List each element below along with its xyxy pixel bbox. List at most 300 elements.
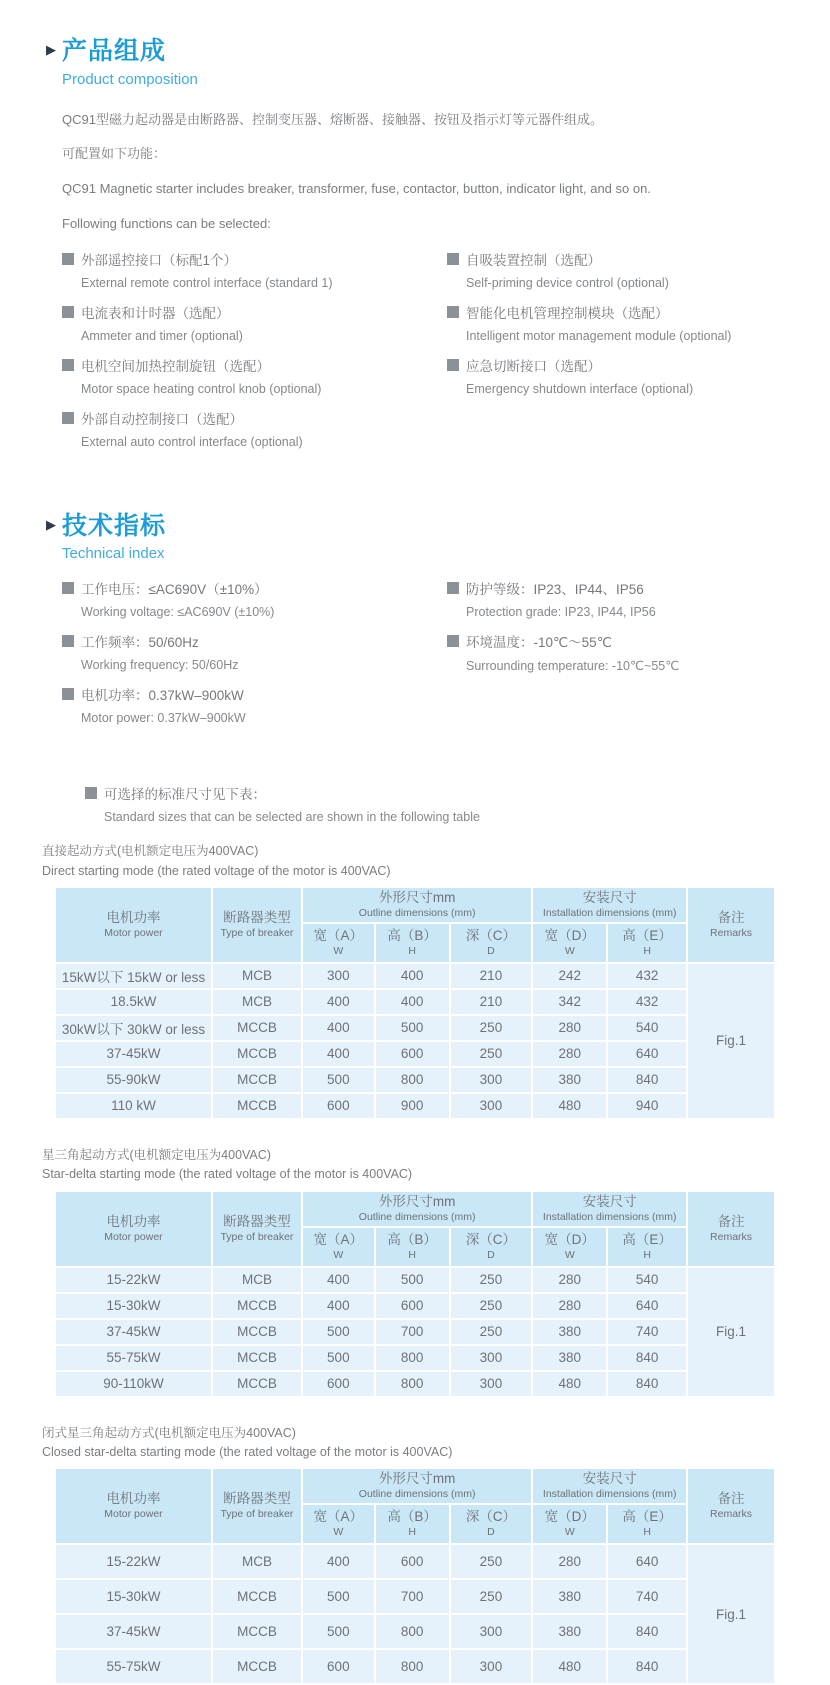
cell-motor-power: 15kW以下 15kW or less	[55, 963, 212, 989]
spec-item-zh	[447, 631, 830, 651]
col-dim-3-en: W	[564, 1526, 575, 1539]
cell-dimension: 600	[375, 1041, 450, 1067]
cell-dimension: 400	[302, 1293, 375, 1319]
col-dim-1-zh: 高（B）	[387, 1231, 437, 1247]
col-group-outline-en: Outline dimensions (mm)	[358, 906, 476, 919]
col-breaker-type	[212, 887, 302, 963]
bullet-square-icon	[62, 253, 74, 265]
cell-dimension: 480	[532, 1371, 607, 1397]
table-caption-en: Direct starting mode (the rated voltage of the motor is 400VAC)	[42, 863, 391, 878]
table-row	[55, 1067, 775, 1093]
cell-dimension: 800	[375, 1649, 450, 1684]
spec-item-en: Protection grade: IP23, IP44, IP56	[466, 605, 656, 620]
col-motor-power-en: Motor power	[104, 1230, 163, 1243]
spec-item	[447, 631, 830, 673]
col-group-outline-zh: 外形尺寸mm	[378, 1471, 456, 1487]
col-motor-power-zh: 电机功率	[106, 1491, 161, 1507]
feature-item-zh	[447, 302, 830, 322]
intro-paragraph-zh: QC91型磁力起动器是由断路器、控制变压器、熔断器、接触器、按钮及指示灯等元器件组成。	[62, 111, 603, 127]
cell-dimension: 480	[532, 1649, 607, 1684]
cell-motor-power: 30kW以下 30kW or less	[55, 1015, 212, 1041]
col-breaker-type-zh: 断路器类型	[223, 909, 291, 925]
feature-item-zh	[62, 355, 447, 375]
col-breaker-type-en: Type of breaker	[220, 1230, 294, 1243]
cell-dimension: 940	[607, 1093, 687, 1119]
spec-item-zh-text: 电机功率：0.37kW–900kW	[81, 688, 244, 704]
spec-item	[62, 684, 447, 725]
col-dim-2-en: D	[487, 1526, 495, 1539]
col-motor-power-zh: 电机功率	[106, 1213, 161, 1229]
spec-item-zh	[447, 578, 830, 598]
cell-dimension: 250	[450, 1267, 533, 1293]
feature-item	[447, 355, 830, 396]
col-remarks-zh: 备注	[717, 1213, 745, 1229]
table-body	[55, 963, 775, 1119]
col-dim-3-zh: 宽（D）	[544, 1509, 595, 1525]
col-breaker-type	[212, 1191, 302, 1267]
standard-sizes-note	[85, 783, 830, 824]
cell-dimension: 300	[450, 1345, 533, 1371]
cell-remark: Fig.1	[687, 1267, 775, 1397]
cell-dimension: 640	[607, 1041, 687, 1067]
table-row	[55, 1293, 775, 1319]
cell-dimension: 840	[607, 1649, 687, 1684]
cell-motor-power: 37-45kW	[55, 1614, 212, 1649]
cell-dimension: 300	[450, 1614, 533, 1649]
cell-dimension: 300	[450, 1371, 533, 1397]
col-dim-0-zh: 宽（A）	[313, 1231, 364, 1247]
col-motor-power	[55, 887, 212, 963]
col-group-installation	[532, 1468, 687, 1504]
cell-dimension: 840	[607, 1371, 687, 1397]
feature-item-zh-text: 外部自动控制接口（选配）	[81, 411, 243, 427]
spec-item-zh-text: 防护等级：IP23、IP44、IP56	[466, 582, 644, 598]
feature-item-en: Emergency shutdown interface (optional)	[466, 381, 694, 396]
table-caption-zh: 闭式星三角起动方式(电机额定电压为400VAC)	[42, 1425, 296, 1440]
feature-item-zh-text: 外部遥控接口（标配1个）	[81, 252, 238, 268]
col-dim-2-en: D	[487, 944, 495, 957]
cell-dimension: 700	[375, 1319, 450, 1345]
cell-dimension: 800	[375, 1371, 450, 1397]
bullet-square-icon	[447, 306, 459, 318]
feature-columns	[62, 249, 830, 461]
col-dim-4-zh: 高（E）	[622, 927, 672, 943]
bullet-square-icon	[447, 582, 459, 594]
col-dim-1-zh: 高（B）	[387, 927, 437, 943]
cell-dimension: 400	[302, 1267, 375, 1293]
cell-dimension: 740	[607, 1579, 687, 1614]
cell-dimension: 500	[302, 1579, 375, 1614]
col-dim-4	[607, 1504, 687, 1544]
cell-motor-power: 37-45kW	[55, 1319, 212, 1345]
spec-item	[62, 631, 447, 672]
col-dim-0-en: W	[333, 1526, 344, 1539]
feature-column-right	[447, 249, 830, 461]
col-group-installation-zh: 安装尺寸	[582, 1193, 637, 1209]
feature-item-zh-text: 智能化电机管理控制模块（选配）	[466, 305, 669, 321]
cell-dimension: 800	[375, 1345, 450, 1371]
cell-motor-power: 15-30kW	[55, 1579, 212, 1614]
cell-motor-power: 15-22kW	[55, 1267, 212, 1293]
col-motor-power-en: Motor power	[104, 1508, 163, 1521]
cell-dimension: 640	[607, 1544, 687, 1579]
cell-dimension: 600	[302, 1649, 375, 1684]
bullet-square-icon	[447, 635, 459, 647]
col-motor-power	[55, 1191, 212, 1267]
table-row	[55, 1544, 775, 1579]
table-row	[55, 1267, 775, 1293]
col-dim-0	[302, 1504, 375, 1544]
cell-dimension: 900	[375, 1093, 450, 1119]
col-breaker-type-en: Type of breaker	[220, 926, 294, 939]
feature-item	[62, 408, 447, 449]
cell-dimension: 380	[532, 1614, 607, 1649]
cell-dimension: 400	[302, 1041, 375, 1067]
cell-dimension: 210	[450, 963, 533, 989]
feature-item	[447, 249, 830, 290]
col-group-installation-en: Installation dimensions (mm)	[542, 906, 677, 919]
section-marker-icon: ▶	[46, 516, 56, 532]
cell-dimension: 300	[450, 1093, 533, 1119]
col-breaker-type-en: Type of breaker	[220, 1508, 294, 1521]
cell-dimension: 500	[302, 1345, 375, 1371]
section-product-composition	[46, 37, 830, 88]
section-marker-icon: ▶	[46, 42, 56, 57]
col-remarks-zh: 备注	[717, 1491, 745, 1507]
note-zh: 可选择的标准尺寸见下表：	[85, 783, 830, 803]
col-dim-2	[450, 1227, 533, 1267]
feature-item-zh	[447, 249, 830, 269]
feature-item-zh-text: 电流表和计时器（选配）	[81, 305, 230, 321]
table-row	[55, 1579, 775, 1614]
spec-item-en: Motor power: 0.37kW–900kW	[81, 711, 246, 726]
spec-column-right	[447, 578, 830, 737]
col-remarks-en: Remarks	[710, 1508, 753, 1521]
col-dim-2-zh: 深（C）	[465, 1231, 517, 1247]
cell-breaker-type: MCCB	[212, 1614, 302, 1649]
cell-dimension: 600	[302, 1093, 375, 1119]
cell-dimension: 600	[375, 1293, 450, 1319]
cell-dimension: 800	[375, 1067, 450, 1093]
cell-dimension: 640	[607, 1293, 687, 1319]
col-dim-2	[450, 1504, 533, 1544]
feature-item-zh-text: 应急切断接口（选配）	[466, 358, 601, 374]
cell-dimension: 250	[450, 1319, 533, 1345]
col-remarks-en: Remarks	[710, 1230, 753, 1243]
feature-item	[447, 302, 830, 343]
col-dim-2	[450, 923, 533, 963]
table-caption-zh: 直接起动方式(电机额定电压为400VAC)	[42, 844, 259, 859]
table-caption	[42, 1424, 830, 1463]
table-head	[55, 887, 775, 963]
cell-dimension: 242	[532, 963, 607, 989]
cell-motor-power: 37-45kW	[55, 1041, 212, 1067]
col-dim-1	[375, 923, 450, 963]
col-group-installation-zh: 安装尺寸	[582, 889, 637, 905]
cell-breaker-type: MCCB	[212, 1649, 302, 1684]
cell-dimension: 600	[302, 1371, 375, 1397]
cell-motor-power: 18.5kW	[55, 989, 212, 1015]
col-remarks-en: Remarks	[710, 926, 753, 939]
spec-item-zh-text: 工作电压：≤AC690V（±10%）	[81, 582, 268, 598]
feature-item-zh	[447, 355, 830, 375]
cell-dimension: 300	[302, 963, 375, 989]
cell-dimension: 500	[302, 1067, 375, 1093]
col-dim-1-en: H	[408, 1526, 416, 1539]
note-item	[85, 783, 830, 824]
table-head	[55, 1191, 775, 1267]
spec-item-zh	[62, 684, 447, 704]
col-dim-4-en: H	[643, 1526, 651, 1539]
col-group-outline-zh: 外形尺寸mm	[378, 889, 456, 905]
technical-index-subtitle: Technical index	[62, 545, 165, 563]
cell-dimension: 280	[532, 1041, 607, 1067]
section-technical-index	[46, 511, 830, 563]
cell-motor-power: 55-75kW	[55, 1649, 212, 1684]
cell-dimension: 840	[607, 1345, 687, 1371]
table-caption-en: Star-delta starting mode (the rated voltage of the motor is 400VAC)	[42, 1167, 413, 1182]
cell-breaker-type: MCCB	[212, 1319, 302, 1345]
header-row-groups	[55, 1191, 775, 1227]
feature-item-en: External remote control interface (standard 1)	[81, 275, 333, 290]
col-dim-4-zh: 高（E）	[622, 1231, 672, 1247]
col-dim-1	[375, 1504, 450, 1544]
bullet-square-icon	[62, 359, 74, 371]
product-composition-title: 产品组成	[62, 37, 167, 65]
feature-item-en: Self-priming device control (optional)	[466, 275, 669, 290]
table-row	[55, 989, 775, 1015]
feature-item-en: Ammeter and timer (optional)	[81, 328, 243, 343]
intro-paragraph-en: QC91 Magnetic starter includes breaker, transformer, fuse, contactor, button, indicator light, and so on.	[62, 181, 651, 197]
table-body	[55, 1544, 775, 1684]
cell-dimension: 800	[375, 1614, 450, 1649]
cell-motor-power: 90-110kW	[55, 1371, 212, 1397]
cell-dimension: 210	[450, 989, 533, 1015]
cell-dimension: 280	[532, 1544, 607, 1579]
cell-breaker-type: MCCB	[212, 1345, 302, 1371]
table-row	[55, 1015, 775, 1041]
feature-item-zh	[62, 302, 447, 322]
intro-paragraph-en2: Following functions can be selected:	[62, 215, 271, 231]
header-row-groups	[55, 1468, 775, 1504]
cell-remark: Fig.1	[687, 1544, 775, 1684]
feature-item	[62, 355, 447, 396]
col-dim-4	[607, 923, 687, 963]
cell-dimension: 250	[450, 1293, 533, 1319]
table-row	[55, 1041, 775, 1067]
cell-dimension: 840	[607, 1067, 687, 1093]
cell-dimension: 300	[450, 1067, 533, 1093]
cell-dimension: 400	[302, 1544, 375, 1579]
table-row	[55, 1649, 775, 1684]
col-remarks	[687, 1191, 775, 1267]
feature-item-zh-text: 自吸装置控制（选配）	[466, 252, 601, 268]
cell-dimension: 400	[302, 1015, 375, 1041]
col-group-outline-zh: 外形尺寸mm	[378, 1193, 456, 1209]
cell-motor-power: 55-75kW	[55, 1345, 212, 1371]
spec-item-zh-text: 环境温度：-10℃～55℃	[466, 635, 612, 651]
table-row	[55, 1319, 775, 1345]
cell-breaker-type: MCCB	[212, 1041, 302, 1067]
col-dim-4-en: H	[643, 944, 651, 957]
cell-dimension: 500	[375, 1015, 450, 1041]
bullet-square-icon	[62, 688, 74, 700]
feature-item-zh-text: 电机空间加热控制旋钮（选配）	[81, 358, 270, 374]
col-dim-0-zh: 宽（A）	[313, 927, 364, 943]
table-row	[55, 1614, 775, 1649]
feature-item-zh	[62, 249, 447, 269]
cell-dimension: 740	[607, 1319, 687, 1345]
col-dim-3-zh: 宽（D）	[544, 927, 595, 943]
intro-paragraphs	[62, 110, 830, 235]
cell-breaker-type: MCCB	[212, 1015, 302, 1041]
cell-breaker-type: MCB	[212, 1544, 302, 1579]
col-dim-3	[532, 1227, 607, 1267]
col-group-outline	[302, 887, 532, 923]
col-dim-0	[302, 1227, 375, 1267]
col-dim-3	[532, 923, 607, 963]
bullet-square-icon	[62, 582, 74, 594]
table-caption-en: Closed star-delta starting mode (the rated voltage of the motor is 400VAC)	[42, 1445, 453, 1460]
col-dim-0	[302, 923, 375, 963]
cell-dimension: 500	[302, 1319, 375, 1345]
cell-motor-power: 55-90kW	[55, 1067, 212, 1093]
col-group-installation-en: Installation dimensions (mm)	[542, 1210, 677, 1223]
col-breaker-type	[212, 1468, 302, 1544]
col-group-outline	[302, 1468, 532, 1504]
feature-item-zh	[62, 408, 447, 428]
cell-motor-power: 15-30kW	[55, 1293, 212, 1319]
note-en: Standard sizes that can be selected are shown in the following table	[104, 810, 480, 825]
col-group-installation-zh: 安装尺寸	[582, 1471, 637, 1487]
spec-item-zh-text: 工作频率：50/60Hz	[81, 635, 199, 651]
cell-dimension: 480	[532, 1093, 607, 1119]
spec-item	[447, 578, 830, 619]
col-dim-3-zh: 宽（D）	[544, 1231, 595, 1247]
bullet-square-icon	[62, 635, 74, 647]
col-group-outline	[302, 1191, 532, 1227]
col-dim-1-zh: 高（B）	[387, 1509, 437, 1525]
bullet-square-icon	[85, 787, 97, 799]
col-dim-0-en: W	[333, 944, 344, 957]
cell-dimension: 380	[532, 1345, 607, 1371]
cell-dimension: 280	[532, 1267, 607, 1293]
header-row-groups	[55, 887, 775, 923]
col-dim-4-zh: 高（E）	[622, 1509, 672, 1525]
cell-dimension: 250	[450, 1041, 533, 1067]
cell-dimension: 342	[532, 989, 607, 1015]
cell-motor-power: 110 kW	[55, 1093, 212, 1119]
cell-dimension: 432	[607, 989, 687, 1015]
cell-dimension: 380	[532, 1067, 607, 1093]
spec-item-en: Surrounding temperature: -10℃~55℃	[466, 659, 680, 674]
cell-dimension: 400	[302, 989, 375, 1015]
table-caption-zh: 星三角起动方式(电机额定电压为400VAC)	[42, 1147, 271, 1162]
cell-dimension: 300	[450, 1649, 533, 1684]
col-dim-4-en: H	[643, 1248, 651, 1261]
cell-dimension: 280	[532, 1015, 607, 1041]
table-caption	[42, 842, 830, 881]
col-motor-power-en: Motor power	[104, 926, 163, 939]
col-group-outline-en: Outline dimensions (mm)	[358, 1210, 476, 1223]
col-dim-3	[532, 1504, 607, 1544]
table-row	[55, 1093, 775, 1119]
cell-dimension: 540	[607, 1015, 687, 1041]
cell-dimension: 840	[607, 1614, 687, 1649]
cell-dimension: 280	[532, 1293, 607, 1319]
bullet-square-icon	[447, 253, 459, 265]
col-dim-2-en: D	[487, 1248, 495, 1261]
cell-breaker-type: MCB	[212, 963, 302, 989]
col-remarks	[687, 887, 775, 963]
cell-dimension: 380	[532, 1579, 607, 1614]
cell-dimension: 400	[375, 963, 450, 989]
cell-breaker-type: MCB	[212, 1267, 302, 1293]
col-breaker-type-zh: 断路器类型	[223, 1491, 291, 1507]
col-group-installation	[532, 1191, 687, 1227]
col-group-outline-en: Outline dimensions (mm)	[358, 1488, 476, 1501]
cell-dimension: 500	[375, 1267, 450, 1293]
cell-dimension: 250	[450, 1579, 533, 1614]
table-head	[55, 1468, 775, 1544]
col-motor-power-zh: 电机功率	[106, 909, 161, 925]
cell-dimension: 700	[375, 1579, 450, 1614]
spec-column-left	[62, 578, 447, 737]
dimension-table-1	[54, 886, 776, 1120]
feature-item-en: Intelligent motor management module (optional)	[466, 328, 732, 343]
col-dim-2-zh: 深（C）	[465, 927, 517, 943]
bullet-square-icon	[62, 412, 74, 424]
feature-item	[62, 302, 447, 343]
col-dim-1-en: H	[408, 944, 416, 957]
dimension-table-3	[54, 1467, 776, 1685]
col-dim-0-en: W	[333, 1248, 344, 1261]
spec-columns	[62, 578, 830, 737]
cell-dimension: 400	[375, 989, 450, 1015]
product-composition-subtitle: Product composition	[62, 70, 198, 88]
cell-breaker-type: MCB	[212, 989, 302, 1015]
col-breaker-type-zh: 断路器类型	[223, 1213, 291, 1229]
feature-column-left	[62, 249, 447, 461]
col-dim-1-en: H	[408, 1248, 416, 1261]
table-body	[55, 1267, 775, 1397]
spec-item-zh	[62, 578, 447, 598]
col-dim-4	[607, 1227, 687, 1267]
table-row	[55, 1345, 775, 1371]
cell-dimension: 380	[532, 1319, 607, 1345]
cell-breaker-type: MCCB	[212, 1067, 302, 1093]
feature-item	[62, 249, 447, 290]
technical-index-title: 技术指标	[62, 511, 167, 540]
cell-dimension: 540	[607, 1267, 687, 1293]
dimension-tables	[0, 842, 830, 1685]
cell-motor-power: 15-22kW	[55, 1544, 212, 1579]
cell-breaker-type: MCCB	[212, 1093, 302, 1119]
col-dim-3-en: W	[564, 1248, 575, 1261]
cell-dimension: 250	[450, 1015, 533, 1041]
feature-item-en: Motor space heating control knob (optional)	[81, 381, 322, 396]
col-remarks	[687, 1468, 775, 1544]
intro-paragraph-zh2: 可配置如下功能：	[62, 146, 167, 162]
dimension-table-2	[54, 1190, 776, 1398]
col-motor-power	[55, 1468, 212, 1544]
cell-dimension: 500	[302, 1614, 375, 1649]
spec-item-zh	[62, 631, 447, 651]
col-dim-0-zh: 宽（A）	[313, 1509, 364, 1525]
cell-dimension: 250	[450, 1544, 533, 1579]
spec-item	[62, 578, 447, 619]
col-group-installation	[532, 887, 687, 923]
